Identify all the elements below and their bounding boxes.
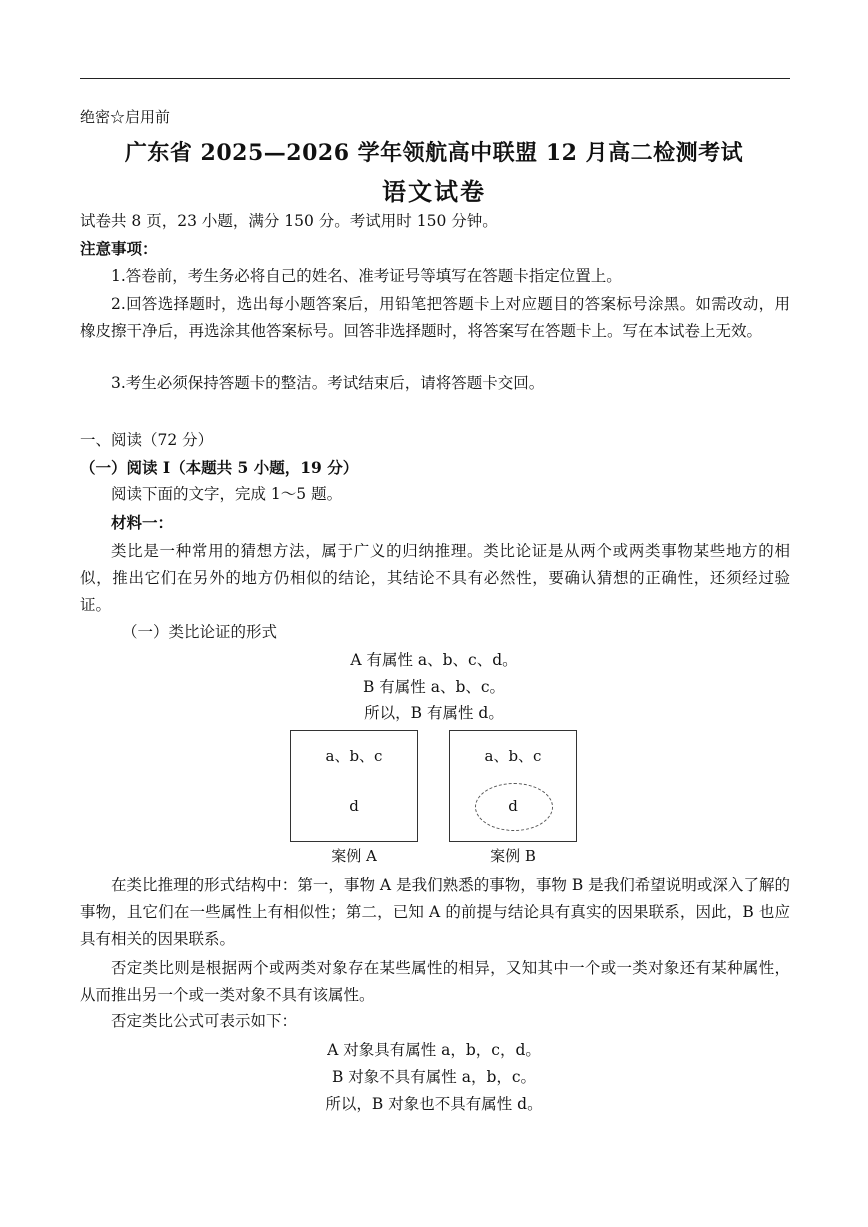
case-b-attrs: a、b、c bbox=[484, 747, 542, 765]
subject-title: 语文试卷 bbox=[382, 177, 486, 206]
material-paragraph-3: 否定类比则是根据两个或两类对象存在某些属性的相异，又知其中一个或一类对象还有某种属性，从而推出另一个或一类对象不具有该属性。 bbox=[80, 959, 790, 1004]
notice-item-3: 3.考生必须保持答题卡的整洁。考试结束后，请将答题卡交回。 bbox=[111, 374, 545, 392]
sub-section-heading: （一）阅读 I（本题共 5 小题，19 分） bbox=[80, 458, 359, 477]
negative-line-1: A 对象具有属性 a，b，c，d。 bbox=[327, 1041, 541, 1059]
notice-title: 注意事项： bbox=[80, 239, 158, 258]
secret-label: 绝密☆启用前 bbox=[80, 108, 171, 126]
material-paragraph-4: 否定类比公式可表示如下： bbox=[111, 1012, 298, 1030]
case-b-box bbox=[449, 730, 577, 842]
exam-title: 广东省 2025—2026 学年领航高中联盟 12 月高二检测考试 bbox=[124, 140, 744, 166]
form-line-2: B 有属性 a、b、c。 bbox=[362, 678, 506, 696]
form-line-1: A 有属性 a、b、c、d。 bbox=[350, 651, 518, 669]
notice-item-2: 2.回答选择题时，选出每小题答案后，用铅笔把答题卡上对应题目的答案标号涂黑。如需改动，用橡皮擦干净后，再选涂其他答案标号。回答非选择题时，将答案写在答题卡上。写在本试卷上无效。 bbox=[80, 295, 790, 340]
case-a-caption: 案例 A bbox=[331, 847, 377, 865]
negative-line-2: B 对象不具有属性 a，b，c。 bbox=[331, 1068, 537, 1086]
exam-summary: 试卷共 8 页，23 小题，满分 150 分。考试用时 150 分钟。 bbox=[80, 212, 498, 230]
material-paragraph-2: 在类比推理的形式结构中：第一，事物 A 是我们熟悉的事物，事物 B 是我们希望说明或深入了解的事物，且它们在一些属性上有相似性；第二，已知 A 的前提与结论具有真实的因果联系，因此，B 也应具有相关的因果联系。 bbox=[80, 876, 790, 948]
form-line-3: 所以，B 有属性 d。 bbox=[364, 704, 504, 722]
notice-item-1: 1.答卷前，考生务必将自己的姓名、准考证号等填写在答题卡指定位置上。 bbox=[111, 267, 622, 285]
header-rule bbox=[80, 78, 790, 79]
case-a-attr-d: d bbox=[349, 797, 359, 815]
case-b-attr-d: d bbox=[508, 797, 518, 815]
form-heading: （一）类比论证的形式 bbox=[122, 623, 278, 641]
case-b-caption: 案例 B bbox=[490, 847, 536, 865]
section-heading: 一、阅读（72 分） bbox=[80, 431, 214, 449]
reading-instruction: 阅读下面的文字，完成 1～5 题。 bbox=[111, 485, 343, 503]
material-label: 材料一： bbox=[111, 513, 174, 532]
material-paragraph-1: 类比是一种常用的猜想方法，属于广义的归纳推理。类比论证是从两个或两类事物某些地方的相似，推出它们在另外的地方仍相似的结论，其结论不具有必然性，要确认猜想的正确性，还须经过验证。 bbox=[80, 542, 790, 614]
case-a-box bbox=[290, 730, 418, 842]
negative-line-3: 所以，B 对象也不具有属性 d。 bbox=[325, 1095, 543, 1113]
case-a-attrs: a、b、c bbox=[325, 747, 383, 765]
